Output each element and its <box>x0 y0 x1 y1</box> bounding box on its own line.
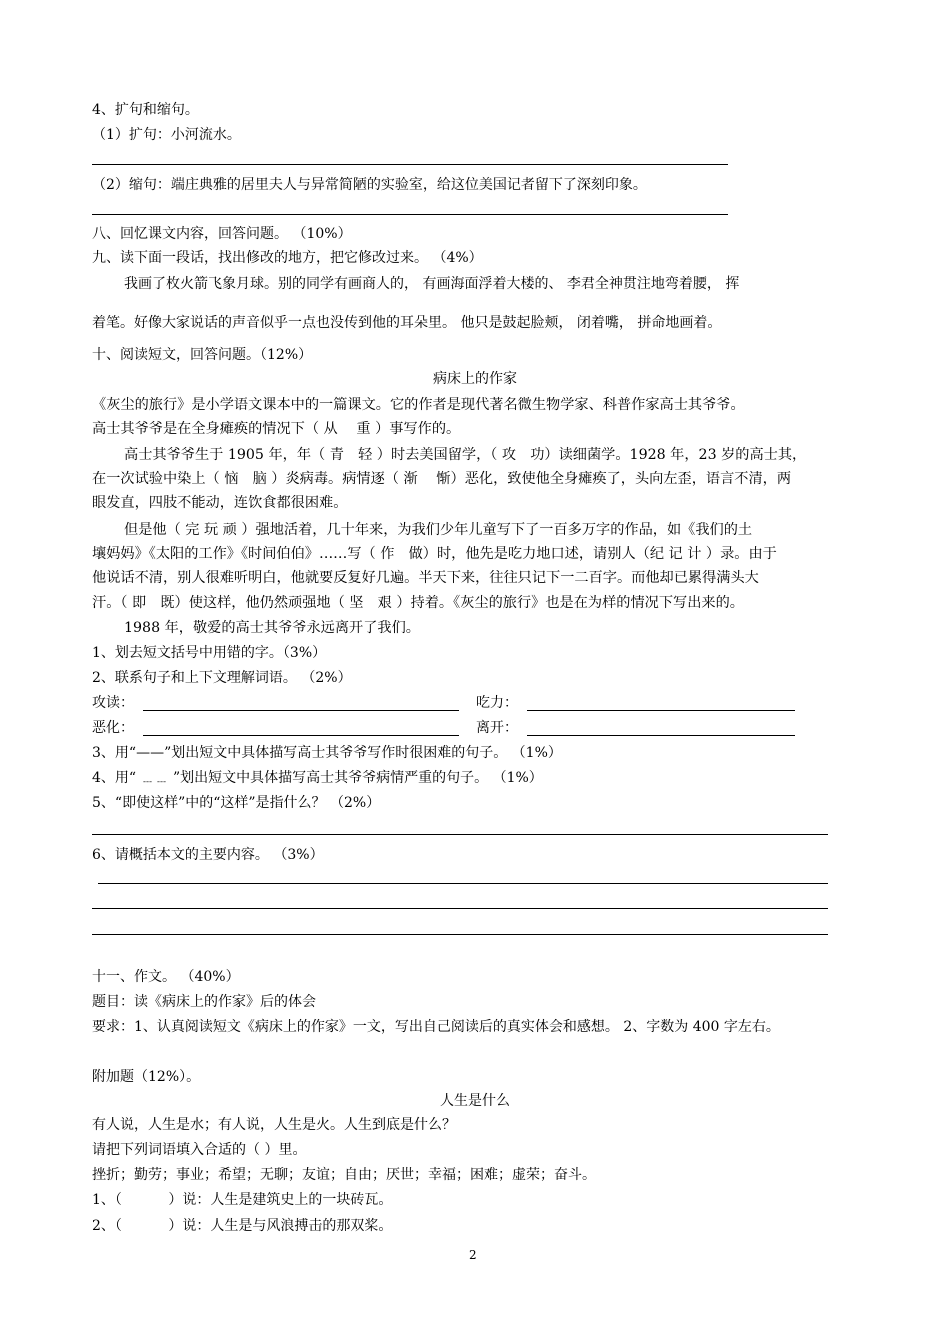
passage-line: 眼发直，四肢不能动，连饮食都很困难。 <box>92 495 348 511</box>
word-label-ehua: 恶化： <box>92 720 134 736</box>
passage-line: 壤妈妈》《太阳的工作》《时间伯伯》……写（ 作 做）时，他先是吃力地口述，请别人（纪 记 计 ）录。由于 <box>92 546 777 562</box>
passage-line: 汗。（ 即 既）使这样，他仍然顽强地（ 坚 艰 ）持着。《灰尘的旅行》也是在为样的情况下写出来的。 <box>92 595 744 611</box>
question-3: 3、用“——”划出短文中具体描写高士其爷爷写作时很困难的句子。 （1%） <box>92 745 562 761</box>
word-label-chili: 吃力： <box>476 695 518 711</box>
answer-line[interactable] <box>527 735 795 736</box>
passage-title: 病床上的作家 <box>433 371 517 387</box>
section-10-title: 十、阅读短文，回答问题。（12%） <box>92 347 313 363</box>
section-9-line: 我画了枚火箭飞象月球。别的同学有画商人的， 有画海面浮着大楼的、 李君全神贯注地弯着腰， 挥 <box>124 276 740 292</box>
answer-line[interactable] <box>92 164 728 165</box>
answer-line[interactable] <box>143 735 459 736</box>
section-11-title: 十一、作文。 （40%） <box>92 969 240 985</box>
question-6: 6、请概括本文的主要内容。 （3%） <box>92 847 324 863</box>
passage-line: 他说话不清，别人很难听明白，他就要反复好几遍。半天下来，往往只记下一二百字。而他却已累得满头大 <box>92 570 759 586</box>
passage-line: 1988 年，敬爱的高士其爷爷永远离开了我们。 <box>124 620 420 636</box>
extra-title: 附加题（12%）。 <box>92 1069 201 1085</box>
answer-line[interactable] <box>527 710 795 711</box>
answer-line[interactable] <box>98 883 828 884</box>
extra-fill-1: 1、（ ）说：人生是建筑史上的一块砖瓦。 <box>92 1192 393 1208</box>
extra-line: 有人说，人生是水；有人说，人生是火。人生到底是什么？ <box>92 1117 456 1133</box>
extra-word-list: 挫折；勤劳；事业；希望；无聊；友谊；自由；厌世；幸福；困难；虚荣；奋斗。 <box>92 1167 596 1183</box>
section-8-title: 八、回忆课文内容，回答问题。 （10%） <box>92 226 352 242</box>
passage-line: 在一次试验中染上（ 恼 脑 ）炎病毒。病情逐（ 渐 惭）恶化，致使他全身瘫痪了，头向左歪，语言不清，两 <box>92 471 792 487</box>
answer-line[interactable] <box>143 710 459 711</box>
page-number: 2 <box>469 1248 477 1262</box>
question-2: 2、联系句子和上下文理解词语。 （2%） <box>92 670 352 686</box>
passage-line: 但是他（ 完 玩 顽 ）强地活着，几十年来，为我们少年儿童写下了一百多万字的作品，如《我们的土 <box>124 522 753 538</box>
answer-line[interactable] <box>92 214 728 215</box>
answer-line[interactable] <box>92 834 828 835</box>
word-label-likai: 离开： <box>476 720 518 736</box>
extra-fill-2: 2、（ ）说：人生是与风浪搏击的那双桨。 <box>92 1218 393 1234</box>
answer-line[interactable] <box>92 934 828 935</box>
q4-shrink: （2）缩句：端庄典雅的居里夫人与异常简陋的实验室，给这位美国记者留下了深刻印象。 <box>92 177 647 193</box>
q4-title: 4、扩句和缩句。 <box>92 102 199 118</box>
answer-line[interactable] <box>92 908 828 909</box>
passage-line: 《灰尘的旅行》是小学语文课本中的一篇课文。它的作者是现代著名微生物学家、科普作家高士其爷爷。 <box>92 397 745 413</box>
question-5: 5、“即使这样”中的“这样”是指什么？ （2%） <box>92 795 381 811</box>
extra-line: 请把下列词语填入合适的（ ）里。 <box>92 1142 307 1158</box>
essay-topic: 题目：读《病床上的作家》后的体会 <box>92 994 316 1010</box>
essay-requirements: 要求：1、认真阅读短文《病床上的作家》一文，写出自己阅读后的真实体会和感想。 2、字数为 400 字左右。 <box>92 1019 780 1035</box>
passage-line: 高士其爷爷是在全身瘫痪的情况下（ 从 重 ）事写作的。 <box>92 421 461 437</box>
word-label-gongdu: 攻读： <box>92 695 134 711</box>
question-1: 1、划去短文括号中用错的字。（3%） <box>92 645 327 661</box>
passage-line: 高士其爷爷生于 1905 年，年（ 青 轻 ）时去美国留学，（ 攻 功）读细菌学。1928 年，23 岁的高士其， <box>124 447 807 463</box>
extra-passage-title: 人生是什么 <box>440 1093 510 1109</box>
section-9-line: 着笔。好像大家说话的声音似乎一点也没传到他的耳朵里。 他只是鼓起脸颊， 闭着嘴， 拼命地画着。 <box>92 315 722 331</box>
section-9-title: 九、读下面一段话，找出修改的地方，把它修改过来。 （4%） <box>92 250 483 266</box>
question-4: 4、用“ ﹍﹍ ”划出短文中具体描写高士其爷爷病情严重的句子。 （1%） <box>92 770 543 786</box>
q4-expand: （1）扩句：小河流水。 <box>92 127 241 143</box>
